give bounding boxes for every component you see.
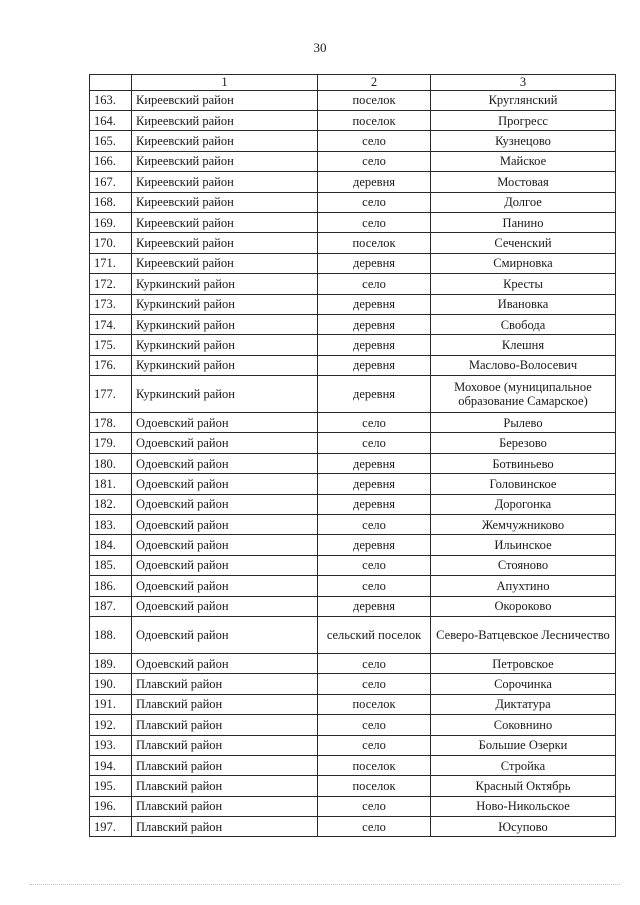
table-row: [90, 555, 616, 575]
settlement-type-cell: деревня: [318, 294, 431, 314]
district-cell: Киреевский район: [132, 253, 318, 273]
settlement-type-cell: село: [318, 274, 431, 294]
settlement-name-cell: Юсупово: [431, 817, 616, 837]
settlement-name-cell: Апухтино: [431, 576, 616, 596]
settlement-name-cell: Ильинское: [431, 535, 616, 555]
settlement-name-cell: Кузнецово: [431, 131, 616, 151]
settlement-type-cell: село: [318, 653, 431, 673]
settlement-type-cell: село: [318, 192, 431, 212]
settlement-name-cell: Ивановка: [431, 294, 616, 314]
table-row: [90, 596, 616, 616]
row-number-cell: 163.: [90, 90, 132, 110]
settlement-name-cell: Сеченский: [431, 233, 616, 253]
district-cell: Киреевский район: [132, 233, 318, 253]
settlement-type-cell: село: [318, 817, 431, 837]
header-cell-district: 1: [132, 75, 318, 91]
district-cell: Куркинский район: [132, 335, 318, 355]
row-number-cell: 176.: [90, 355, 132, 375]
table-row: [90, 314, 616, 334]
settlement-type-cell: село: [318, 555, 431, 575]
settlement-type-cell: деревня: [318, 355, 431, 375]
row-number-cell: 194.: [90, 755, 132, 775]
row-number-cell: 179.: [90, 433, 132, 453]
table-row: [90, 335, 616, 355]
row-number-cell: 172.: [90, 274, 132, 294]
settlement-name-cell: Петровское: [431, 653, 616, 673]
row-number-cell: 195.: [90, 776, 132, 796]
district-cell: Одоевский район: [132, 433, 318, 453]
district-cell: Киреевский район: [132, 192, 318, 212]
table-row: [90, 616, 616, 653]
row-number-cell: 184.: [90, 535, 132, 555]
table-row: [90, 253, 616, 273]
table-row: [90, 110, 616, 130]
district-cell: Плавский район: [132, 694, 318, 714]
row-number-cell: 174.: [90, 314, 132, 334]
settlement-type-cell: село: [318, 796, 431, 816]
row-number-cell: 164.: [90, 110, 132, 130]
district-cell: Плавский район: [132, 674, 318, 694]
table-row: [90, 131, 616, 151]
table-row: [90, 735, 616, 755]
district-cell: Одоевский район: [132, 494, 318, 514]
table-row: [90, 694, 616, 714]
settlement-type-cell: село: [318, 433, 431, 453]
district-cell: Одоевский район: [132, 596, 318, 616]
row-number-cell: 196.: [90, 796, 132, 816]
settlement-type-cell: деревня: [318, 314, 431, 334]
district-cell: Одоевский район: [132, 413, 318, 433]
settlement-name-cell: Маслово-Волосевич: [431, 355, 616, 375]
row-number-cell: 197.: [90, 817, 132, 837]
settlement-name-cell: Березово: [431, 433, 616, 453]
table-row: [90, 515, 616, 535]
table-header-row: [90, 75, 616, 91]
district-cell: Киреевский район: [132, 131, 318, 151]
settlement-type-cell: село: [318, 131, 431, 151]
district-cell: Одоевский район: [132, 535, 318, 555]
district-cell: Одоевский район: [132, 653, 318, 673]
row-number-cell: 167.: [90, 172, 132, 192]
settlement-type-cell: поселок: [318, 110, 431, 130]
settlement-name-cell: Большие Озерки: [431, 735, 616, 755]
settlement-type-cell: деревня: [318, 453, 431, 473]
settlement-type-cell: деревня: [318, 172, 431, 192]
table-row: [90, 494, 616, 514]
table-row: [90, 90, 616, 110]
settlement-name-cell: Прогресс: [431, 110, 616, 130]
settlement-type-cell: село: [318, 413, 431, 433]
district-cell: Плавский район: [132, 817, 318, 837]
table-row: [90, 413, 616, 433]
settlement-type-cell: село: [318, 515, 431, 535]
row-number-cell: 177.: [90, 376, 132, 413]
district-cell: Куркинский район: [132, 274, 318, 294]
table-row: [90, 274, 616, 294]
settlement-name-cell: Свобода: [431, 314, 616, 334]
settlement-name-cell: Рылево: [431, 413, 616, 433]
settlement-type-cell: поселок: [318, 776, 431, 796]
settlement-type-cell: деревня: [318, 535, 431, 555]
table-row: [90, 172, 616, 192]
table-row: [90, 233, 616, 253]
settlement-name-cell: Красный Октябрь: [431, 776, 616, 796]
row-number-cell: 178.: [90, 413, 132, 433]
row-number-cell: 183.: [90, 515, 132, 535]
settlement-type-cell: поселок: [318, 90, 431, 110]
district-cell: Куркинский район: [132, 294, 318, 314]
table-row: [90, 817, 616, 837]
row-number-cell: 188.: [90, 616, 132, 653]
settlement-name-cell: Окороково: [431, 596, 616, 616]
settlement-type-cell: село: [318, 674, 431, 694]
settlement-name-cell: Стройка: [431, 755, 616, 775]
settlement-type-cell: деревня: [318, 494, 431, 514]
settlement-name-cell: Круглянский: [431, 90, 616, 110]
table-row: [90, 796, 616, 816]
settlement-name-cell: Диктатура: [431, 694, 616, 714]
table-row: [90, 294, 616, 314]
row-number-cell: 169.: [90, 212, 132, 232]
row-number-cell: 180.: [90, 453, 132, 473]
page-number: 30: [313, 40, 327, 55]
settlement-type-cell: поселок: [318, 233, 431, 253]
district-cell: Одоевский район: [132, 576, 318, 596]
row-number-cell: 193.: [90, 735, 132, 755]
settlement-name-cell: Головинское: [431, 474, 616, 494]
settlement-type-cell: село: [318, 735, 431, 755]
scan-noise-line: [30, 884, 620, 887]
settlement-type-cell: село: [318, 151, 431, 171]
table-row: [90, 151, 616, 171]
settlement-type-cell: сельский поселок: [318, 616, 431, 653]
district-cell: Куркинский район: [132, 314, 318, 334]
settlement-name-cell: Долгое: [431, 192, 616, 212]
row-number-cell: 181.: [90, 474, 132, 494]
district-cell: Куркинский район: [132, 376, 318, 413]
district-cell: Одоевский район: [132, 616, 318, 653]
settlement-type-cell: поселок: [318, 755, 431, 775]
row-number-cell: 173.: [90, 294, 132, 314]
district-cell: Киреевский район: [132, 110, 318, 130]
table-body: [90, 90, 616, 837]
district-cell: Киреевский район: [132, 151, 318, 171]
table-row: [90, 715, 616, 735]
row-number-cell: 190.: [90, 674, 132, 694]
row-number-cell: 185.: [90, 555, 132, 575]
header-cell-number: [90, 75, 132, 91]
settlement-name-cell: Смирновка: [431, 253, 616, 273]
row-number-cell: 182.: [90, 494, 132, 514]
row-number-cell: 170.: [90, 233, 132, 253]
table-row: [90, 212, 616, 232]
settlement-type-cell: поселок: [318, 694, 431, 714]
header-cell-name: 3: [431, 75, 616, 91]
settlement-name-cell: Дорогонка: [431, 494, 616, 514]
header-cell-type: 2: [318, 75, 431, 91]
row-number-cell: 166.: [90, 151, 132, 171]
district-cell: Одоевский район: [132, 515, 318, 535]
table-row: [90, 576, 616, 596]
row-number-cell: 165.: [90, 131, 132, 151]
table-row: [90, 653, 616, 673]
settlement-name-cell: Ново-Никольское: [431, 796, 616, 816]
row-number-cell: 171.: [90, 253, 132, 273]
district-cell: Киреевский район: [132, 212, 318, 232]
row-number-cell: 175.: [90, 335, 132, 355]
row-number-cell: 192.: [90, 715, 132, 735]
table-row: [90, 433, 616, 453]
district-cell: Плавский район: [132, 755, 318, 775]
district-cell: Плавский район: [132, 796, 318, 816]
settlement-name-cell: Северо-Ватцевское Лесничество: [431, 616, 616, 653]
district-cell: Одоевский район: [132, 474, 318, 494]
settlement-name-cell: Жемчужниково: [431, 515, 616, 535]
settlement-name-cell: Клешня: [431, 335, 616, 355]
settlement-name-cell: Стояново: [431, 555, 616, 575]
row-number-cell: 187.: [90, 596, 132, 616]
settlement-type-cell: село: [318, 212, 431, 232]
settlements-table: [89, 74, 616, 837]
table-row: [90, 674, 616, 694]
settlement-type-cell: деревня: [318, 474, 431, 494]
settlement-name-cell: Майское: [431, 151, 616, 171]
row-number-cell: 189.: [90, 653, 132, 673]
settlement-type-cell: деревня: [318, 253, 431, 273]
settlement-name-cell: Кресты: [431, 274, 616, 294]
settlement-name-cell: Панино: [431, 212, 616, 232]
settlement-type-cell: деревня: [318, 376, 431, 413]
row-number-cell: 191.: [90, 694, 132, 714]
district-cell: Одоевский район: [132, 555, 318, 575]
district-cell: Куркинский район: [132, 355, 318, 375]
table-row: [90, 355, 616, 375]
settlement-name-cell: Мостовая: [431, 172, 616, 192]
table-row: [90, 755, 616, 775]
district-cell: Плавский район: [132, 735, 318, 755]
settlement-name-cell: Моховое (муниципальное образование Самарское): [431, 376, 616, 413]
settlement-name-cell: Ботвиньево: [431, 453, 616, 473]
table-row: [90, 535, 616, 555]
settlement-type-cell: деревня: [318, 335, 431, 355]
row-number-cell: 186.: [90, 576, 132, 596]
table-row: [90, 192, 616, 212]
settlement-type-cell: деревня: [318, 596, 431, 616]
settlement-type-cell: село: [318, 715, 431, 735]
table-row: [90, 453, 616, 473]
settlement-type-cell: село: [318, 576, 431, 596]
settlement-name-cell: Соковнино: [431, 715, 616, 735]
district-cell: Плавский район: [132, 715, 318, 735]
district-cell: Одоевский район: [132, 453, 318, 473]
district-cell: Плавский район: [132, 776, 318, 796]
table-row: [90, 376, 616, 413]
district-cell: Киреевский район: [132, 90, 318, 110]
table-row: [90, 474, 616, 494]
district-cell: Киреевский район: [132, 172, 318, 192]
row-number-cell: 168.: [90, 192, 132, 212]
table-row: [90, 776, 616, 796]
settlement-name-cell: Сорочинка: [431, 674, 616, 694]
